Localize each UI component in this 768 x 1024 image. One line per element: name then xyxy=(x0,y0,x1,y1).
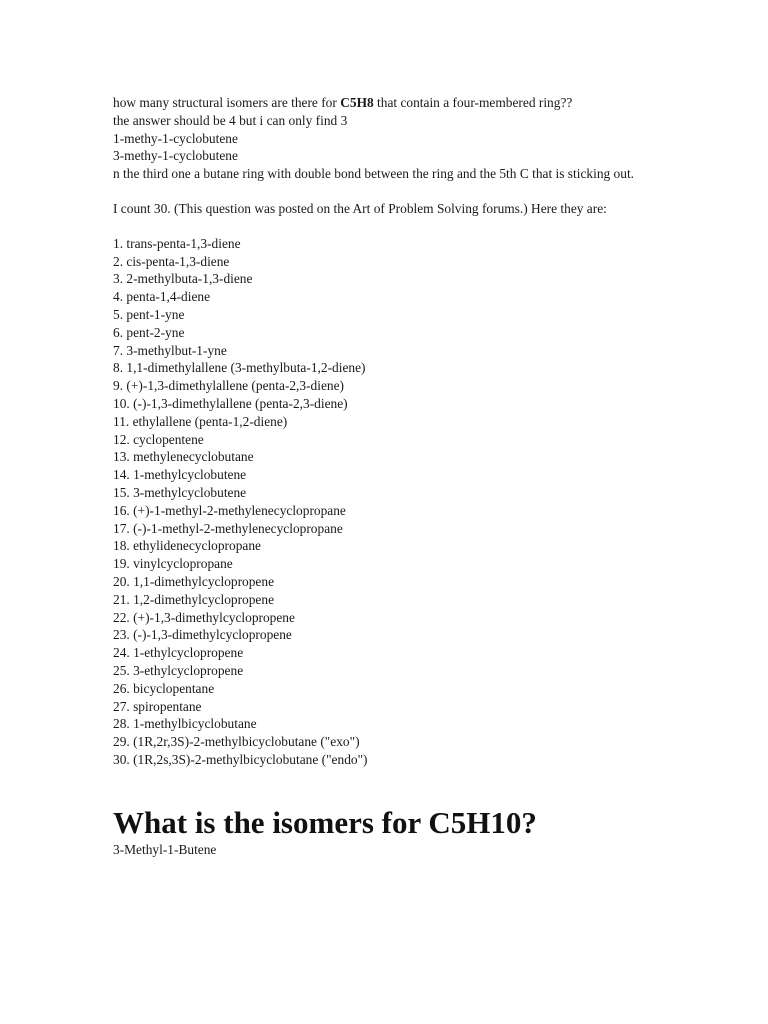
isomer-item: 29. (1R,2r,3S)-2-methylbicyclobutane ("exo") xyxy=(113,734,360,750)
isomer-item: 30. (1R,2s,3S)-2-methylbicyclobutane ("endo") xyxy=(113,751,368,767)
question-line: 3-methy-1-cyclobutene xyxy=(113,148,238,164)
isomer-item: 6. pent-2-yne xyxy=(113,324,185,340)
spacer xyxy=(113,183,653,200)
spacer xyxy=(113,769,653,805)
isomer-item: 28. 1-methylbicyclobutane xyxy=(113,716,257,732)
isomer-item: 15. 3-methylcyclobutene xyxy=(113,484,247,500)
question-line: the answer should be 4 but i can only find 3 xyxy=(113,112,348,128)
section-heading: What is the isomers for C5H10? xyxy=(113,804,537,840)
isomer-item: 5. pent-1-yne xyxy=(113,306,185,322)
question-formula: C5H8 xyxy=(340,95,374,110)
isomer-item: 9. (+)-1,3-dimethylallene (penta-2,3-diene) xyxy=(113,378,345,394)
isomer-list xyxy=(113,235,653,769)
isomer-item: 17. (-)-1-methyl-2-methylenecyclopropane xyxy=(113,520,343,536)
isomer-item: 27. spiropentane xyxy=(113,698,202,714)
answer-intro: I count 30. (This question was posted on the Art of Problem Solving forums.) Here they are: xyxy=(113,200,607,216)
question-line: 1-methy-1-cyclobutene xyxy=(113,130,238,146)
question-text xyxy=(113,94,653,112)
isomer-item: 10. (-)-1,3-dimethylallene (penta-2,3-diene) xyxy=(113,395,348,411)
section-answer: 3-Methyl-1-Butene xyxy=(113,841,217,857)
section-2 xyxy=(113,805,653,859)
isomer-item: 20. 1,1-dimethylcyclopropene xyxy=(113,573,275,589)
isomer-item: 21. 1,2-dimethylcyclopropene xyxy=(113,591,275,607)
document-page xyxy=(113,94,653,858)
isomer-item: 3. 2-methylbuta-1,3-diene xyxy=(113,271,253,287)
isomer-item: 13. methylenecyclobutane xyxy=(113,449,254,465)
isomer-item: 23. (-)-1,3-dimethylcyclopropene xyxy=(113,627,292,643)
isomer-item: 16. (+)-1-methyl-2-methylenecyclopropane xyxy=(113,502,346,518)
isomer-item: 24. 1-ethylcyclopropene xyxy=(113,645,244,661)
isomer-item: 2. cis-penta-1,3-diene xyxy=(113,253,230,269)
spacer xyxy=(113,218,653,235)
isomer-item: 25. 3-ethylcyclopropene xyxy=(113,662,244,678)
question-suffix: that contain a four-membered ring?? xyxy=(373,95,573,110)
question-prefix: how many structural isomers are there for xyxy=(113,95,341,110)
isomer-item: 19. vinylcyclopropane xyxy=(113,556,233,572)
isomer-item: 1. trans-penta-1,3-diene xyxy=(113,235,241,251)
isomer-item: 14. 1-methylcyclobutene xyxy=(113,467,247,483)
isomer-item: 11. ethylallene (penta-1,2-diene) xyxy=(113,413,288,429)
question-line: n the third one a butane ring with double bond between the ring and the 5th C that is sticking out. xyxy=(113,166,635,182)
isomer-item: 4. penta-1,4-diene xyxy=(113,289,211,305)
isomer-item: 22. (+)-1,3-dimethylcyclopropene xyxy=(113,609,295,625)
isomer-item: 7. 3-methylbut-1-yne xyxy=(113,342,227,358)
isomer-item: 8. 1,1-dimethylallene (3-methylbuta-1,2-diene) xyxy=(113,360,366,376)
isomer-item: 26. bicyclopentane xyxy=(113,680,215,696)
isomer-item: 18. ethylidenecyclopropane xyxy=(113,538,261,554)
question-block xyxy=(113,94,653,183)
isomer-item: 12. cyclopentene xyxy=(113,431,204,447)
answer-block xyxy=(113,200,653,769)
